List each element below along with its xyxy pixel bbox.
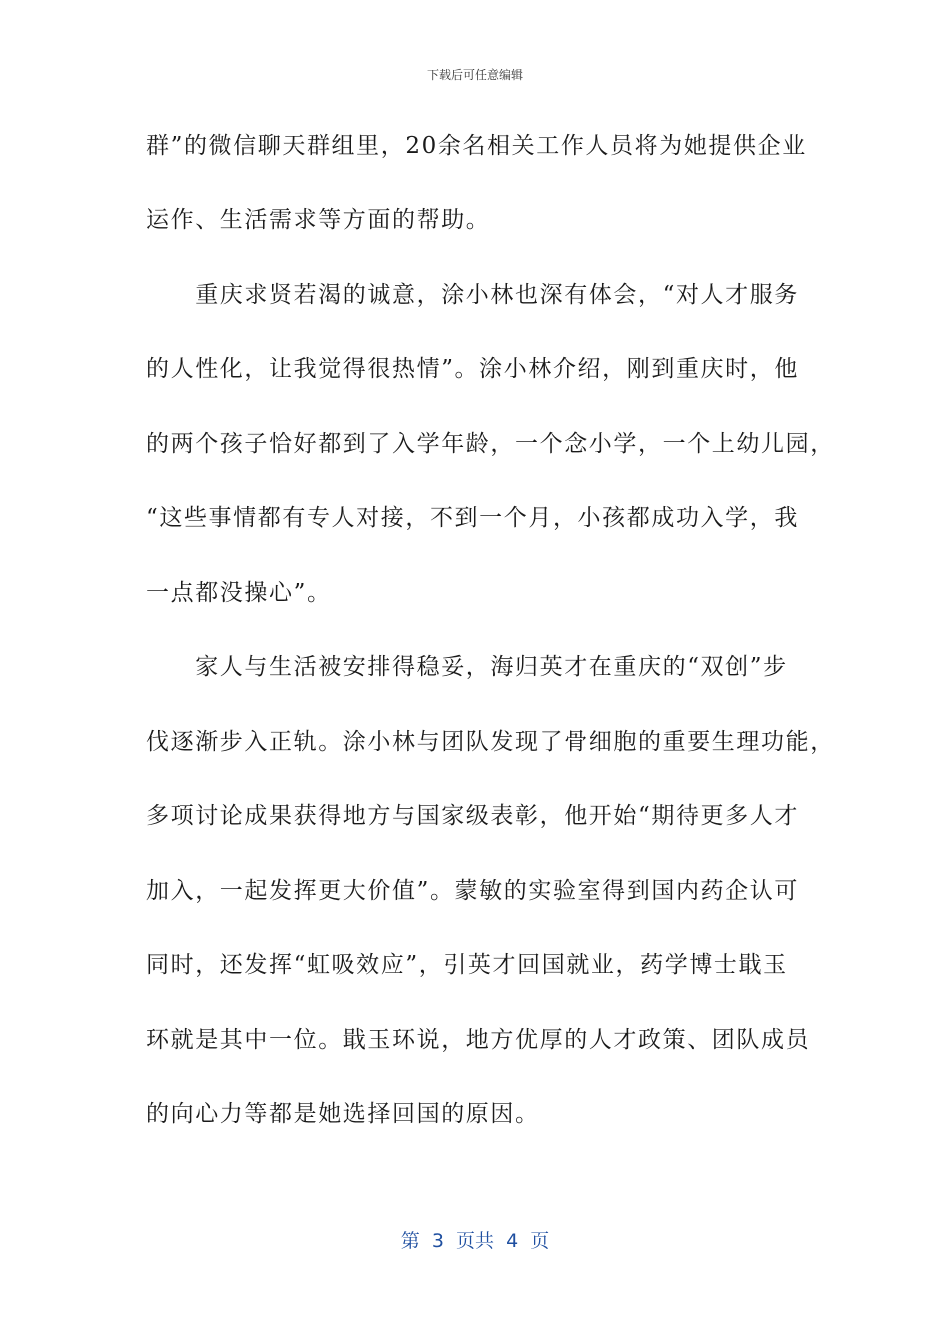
body-line: 家人与生活被安排得稳妥，海归英才在重庆的“双创”步 [146, 654, 788, 680]
body-line: 重庆求贤若渴的诚意，涂小林也深有体会，“对人才服务 [146, 282, 799, 308]
body-line: 的两个孩子恰好都到了入学年龄，一个念小学，一个上幼儿园， [146, 431, 835, 457]
body-line: 同时，还发挥“虹吸效应”，引英才回国就业，药学博士戢玉 [146, 952, 788, 978]
page-number: 第 3 页共 4 页 [400, 1230, 550, 1252]
body-line: “这些事情都有专人对接，不到一个月，小孩都成功入学，我 [146, 505, 799, 531]
body-line: 的人性化，让我觉得很热情”。涂小林介绍，刚到重庆时，他 [146, 356, 799, 382]
body-line: 多项讨论成果获得地方与国家级表彰，他开始“期待更多人才 [146, 803, 799, 829]
body-line: 伐逐渐步入正轨。涂小林与团队发现了骨细胞的重要生理功能， [146, 729, 835, 755]
body-line: 群”的微信聊天群组里，20余名相关工作人员将为她提供企业 [146, 133, 807, 159]
page-header: 下载后可任意编辑 [426, 68, 523, 82]
body-line: 的向心力等都是她选择回国的原因。 [146, 1101, 540, 1127]
body-line: 环就是其中一位。戢玉环说，地方优厚的人才政策、团队成员 [146, 1027, 811, 1053]
body-line: 一点都没操心”。 [146, 580, 332, 606]
body-line: 加入，一起发挥更大价值”。蒙敏的实验室得到国内药企认可 [146, 878, 799, 904]
body-line: 运作、生活需求等方面的帮助。 [146, 207, 491, 233]
